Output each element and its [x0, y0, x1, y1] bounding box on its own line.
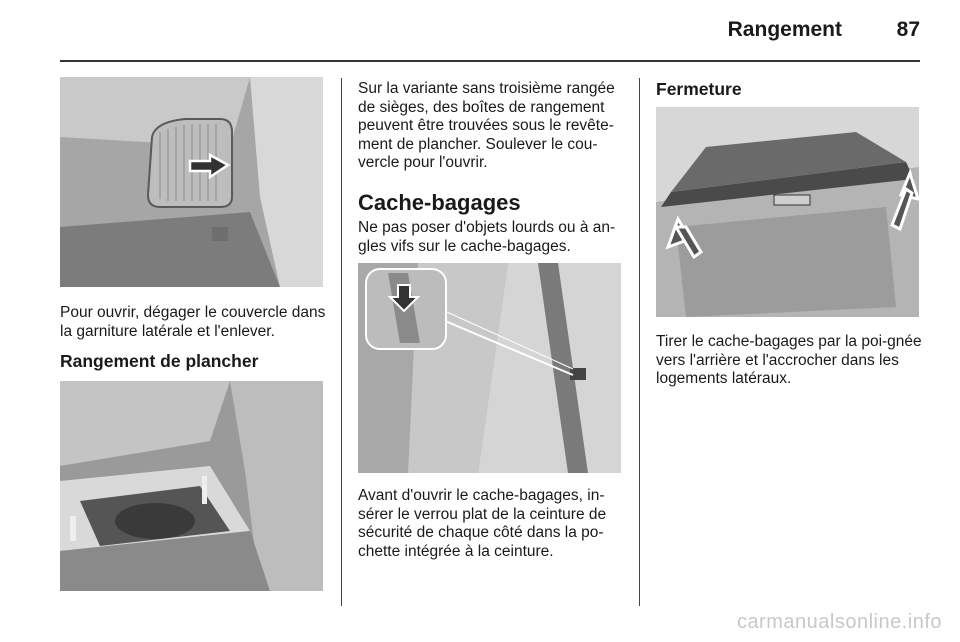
- page-number: 87: [896, 18, 920, 41]
- page-header: [0, 0, 960, 60]
- floor-storage-text: Sur la variante sans troisième rangée de sièges, des boîtes de rangement peuvent être trouvées sous le revête-ment de plancher. Soulever le cou-vercle pour l'ouvrir.: [358, 80, 615, 171]
- figure-caption-closing: Tirer le cache-bagages par la poi-gnée vers l'arrière et l'accrocher dans les logements latéraux.: [656, 333, 922, 387]
- column-divider-2: [639, 78, 640, 606]
- figure-floor-storage: [60, 381, 323, 591]
- heading-fermeture: Fermeture: [656, 79, 742, 99]
- figure-caption-belt: Avant d'ouvrir le cache-bagages, in-sérer le verrou plat de la ceinture de sécurité de chaque côté dans la po-chette intégrée à la ceinture.: [358, 487, 607, 560]
- heading-rangement-plancher: Rangement de plancher: [60, 351, 259, 371]
- figure-cover-closing: [656, 107, 919, 317]
- watermark: carmanualsonline.info: [736, 611, 942, 633]
- column-divider-1: [341, 78, 342, 606]
- figure-side-trim-cover: [60, 77, 323, 287]
- figure-belt-pocket: [358, 263, 621, 473]
- heading-cache-bagages: Cache-bagages: [358, 190, 521, 215]
- section-title: Rangement: [727, 18, 842, 41]
- warning-text: Ne pas poser d'objets lourds ou à an-gles vifs sur le cache-bagages.: [358, 219, 616, 255]
- header-rule: [60, 60, 920, 62]
- figure-caption-1: Pour ouvrir, dégager le couvercle dans la garniture latérale et l'enlever.: [60, 304, 326, 340]
